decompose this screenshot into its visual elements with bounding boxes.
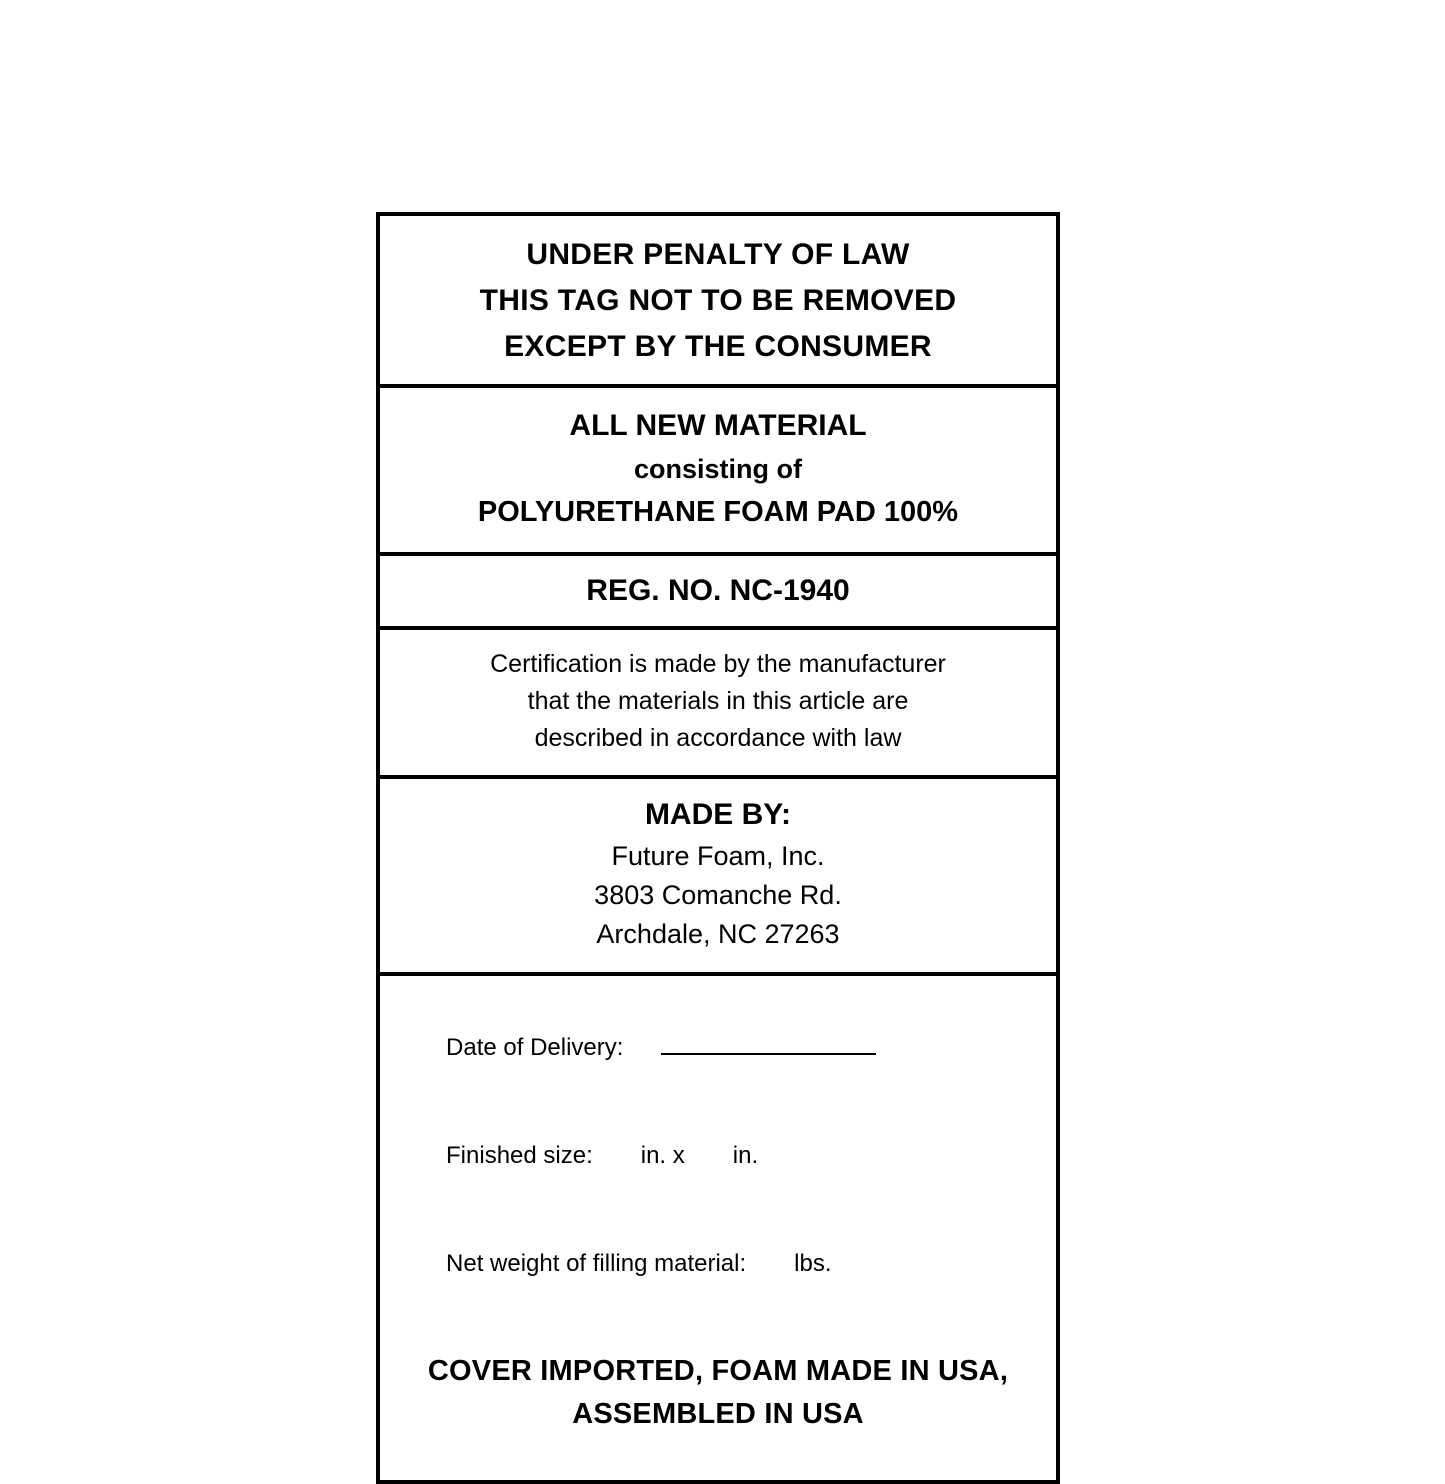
material-line-1: ALL NEW MATERIAL — [569, 409, 867, 442]
law-label-tag — [376, 212, 1060, 1484]
manufacturer-city-state-zip: Archdale, NC 27263 — [596, 919, 840, 949]
penalty-line-1: UNDER PENALTY OF LAW — [526, 238, 910, 271]
penalty-line-2: THIS TAG NOT TO BE REMOVED — [479, 284, 957, 317]
finished-size-unit-2: in. — [732, 1142, 759, 1169]
net-weight-label: Net weight of filling material: — [446, 1250, 747, 1277]
finished-size-label: Finished size: — [446, 1142, 593, 1169]
date-of-delivery-row — [406, 994, 1030, 1102]
registration-number-section — [380, 556, 1056, 630]
certification-line-1: Certification is made by the manufacturer — [490, 650, 946, 678]
certification-section — [380, 630, 1056, 779]
fill-in-fields-section — [380, 976, 1056, 1480]
manufacturer-street: 3803 Comanche Rd. — [594, 880, 842, 910]
material-line-3: POLYURETHANE FOAM PAD 100% — [477, 496, 959, 528]
finished-size-unit-1: in. x — [640, 1142, 685, 1169]
penalty-line-3: EXCEPT BY THE CONSUMER — [504, 330, 932, 363]
material-content-section — [380, 388, 1056, 556]
finished-size-row — [406, 1102, 1030, 1210]
manufacturer-company: Future Foam, Inc. — [611, 841, 825, 871]
certification-line-3: described in accordance with law — [534, 724, 902, 752]
net-weight-unit: lbs. — [794, 1250, 832, 1277]
origin-line-1: COVER IMPORTED, FOAM MADE IN USA, — [427, 1355, 1009, 1387]
manufacturer-section — [380, 779, 1056, 976]
origin-statement-section — [406, 1318, 1030, 1462]
penalty-notice-section — [380, 216, 1056, 388]
certification-line-2: that the materials in this article are — [527, 687, 909, 715]
date-of-delivery-input[interactable] — [661, 1031, 876, 1055]
made-by-title: MADE BY: — [644, 798, 792, 831]
origin-line-2: ASSEMBLED IN USA — [572, 1398, 864, 1430]
net-weight-row — [406, 1210, 1030, 1318]
date-of-delivery-label: Date of Delivery: — [446, 1034, 624, 1061]
material-line-2: consisting of — [634, 454, 802, 484]
registration-number: REG. NO. NC-1940 — [586, 574, 850, 607]
